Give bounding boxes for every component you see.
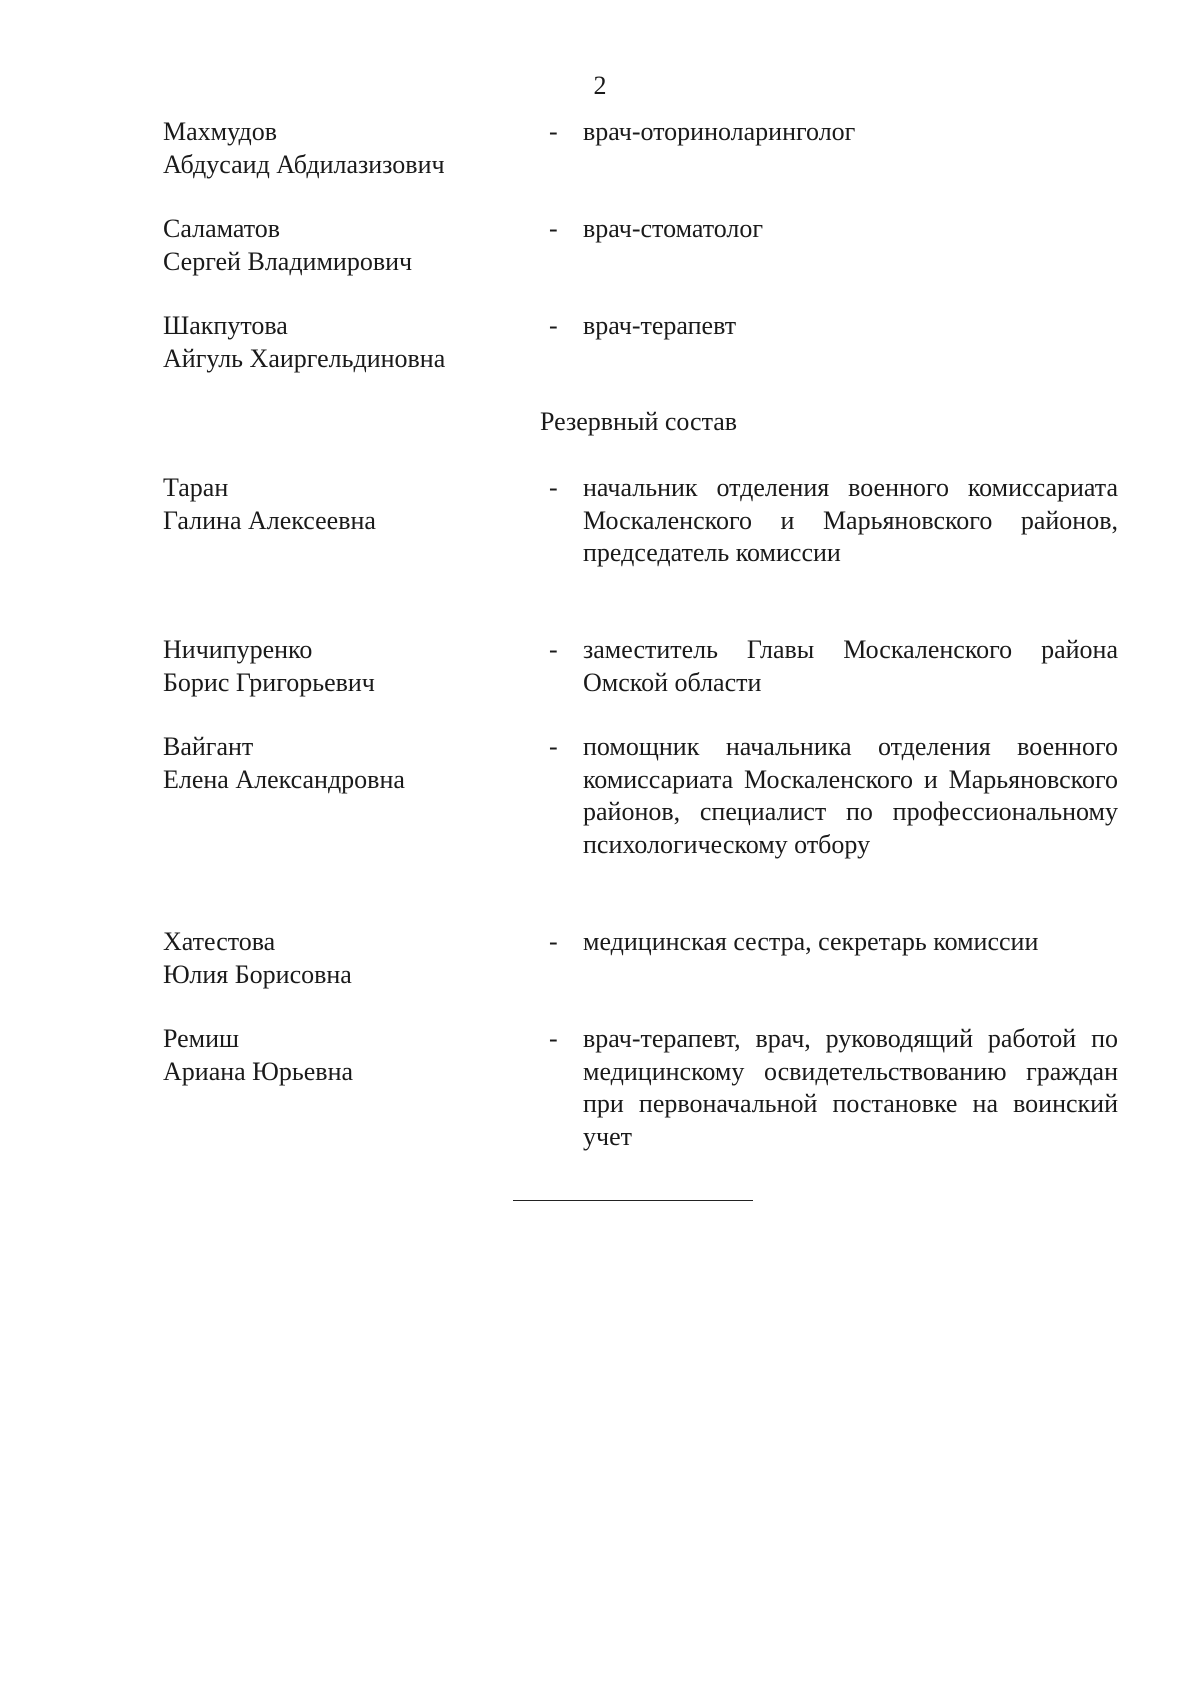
member-given-name: Борис Григорьевич [163,667,375,697]
member-role: врач-терапевт, врач, руководящий работой по медицинскому освидетельствованию граждан при первоначальной постановке на воинский учет [583,1024,1118,1151]
member-given-name: Юлия Борисовна [163,959,352,989]
member-role: врач-стоматолог [583,214,764,243]
member-name [163,310,553,375]
member-role: врач-оториноларинголог [583,117,856,146]
member-name [163,1023,553,1088]
member-surname: Ремиш [163,1024,240,1053]
member-given-name: Абдусаид Абдилазизович [163,149,445,179]
page-number: 2 [593,71,607,100]
member-name [163,634,553,699]
member-surname: Вайгант [163,732,254,761]
entry-dash: - [549,732,558,761]
member-surname: Махмудов [163,117,277,146]
member-name [163,213,553,278]
member-given-name: Сергей Владимирович [163,246,413,276]
member-role: медицинская сестра, секретарь комиссии [583,927,1039,956]
member-given-name: Елена Александровна [163,764,405,794]
member-name [163,731,553,796]
member-surname: Ничипуренко [163,635,313,664]
member-given-name: Ариана Юрьевна [163,1056,354,1086]
entry-dash: - [549,117,558,146]
member-given-name: Айгуль Хаиргельдиновна [163,343,446,373]
entry-dash: - [549,927,558,956]
member-role: врач-терапевт [583,311,737,340]
member-role: начальник отделения военного комиссариата Москаленского и Марьяновского районов, председатель комиссии [583,473,1118,567]
member-surname: Саламатов [163,214,281,243]
entry-dash: - [549,214,558,243]
entry-dash: - [549,1024,558,1053]
entry-dash: - [549,311,558,340]
member-surname: Хатестова [163,927,276,956]
closing-rule [513,1200,753,1201]
member-role: заместитель Главы Москаленского района Омской области [583,635,1118,697]
member-given-name: Галина Алексеевна [163,505,376,535]
member-surname: Таран [163,473,229,502]
member-name [163,472,553,537]
member-surname: Шакпутова [163,311,288,340]
entry-dash: - [549,473,558,502]
member-name [163,926,553,991]
entry-dash: - [549,635,558,664]
member-name [163,116,553,181]
reserve-section-title: Резервный состав [540,407,738,436]
member-role: помощник начальника отделения военного комиссариата Москаленского и Марьяновского районов, специалист по профессиональному психологическому отбору [583,732,1118,859]
